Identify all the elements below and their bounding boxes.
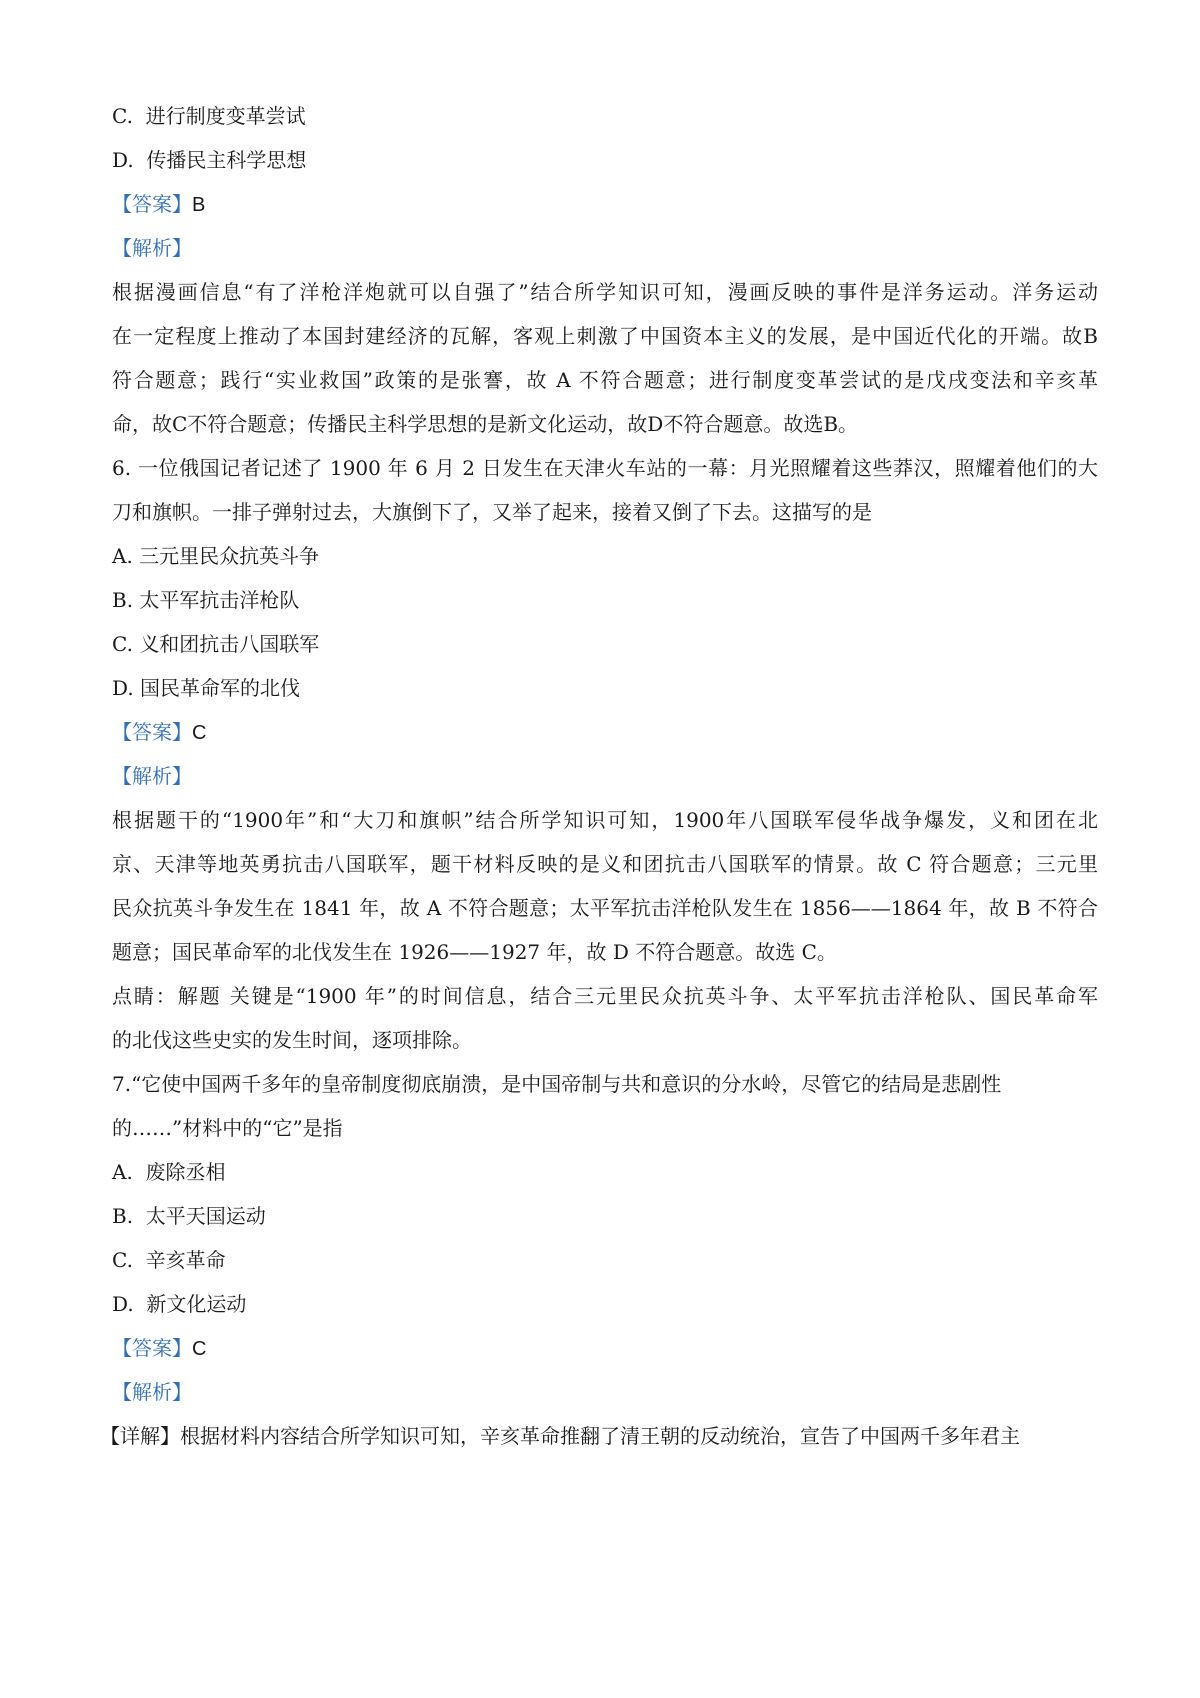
question-stem-q6: 刀和旗帜。一排子弹射过去，大旗倒下了，又举了起来，接着又倒了下去。这描写的是 (112, 500, 872, 524)
option-q5-c: C. 进行制度变革尝试 (112, 104, 306, 128)
option-q7-c: C. 辛亥革命 (112, 1248, 226, 1272)
analysis-line: 根据题干的“1900年”和“大刀和旗帜”结合所学知识可知，1900年八国联军侵华战争爆发，义和团在北 (112, 808, 1098, 832)
analysis-line: 在一定程度上推动了本国封建经济的瓦解，客观上刺激了中国资本主义的发展，是中国近代化的开端。故B (112, 324, 1098, 348)
analysis-line: 根据漫画信息“有了洋枪洋炮就可以自强了”结合所学知识可知，漫画反映的事件是洋务运动。洋务运动 (112, 280, 1098, 304)
option-q6-d: D. 国民革命军的北伐 (112, 676, 301, 700)
analysis-line: 符合题意；践行“实业救国”政策的是张謇，故 A 不符合题意；进行制度变革尝试的是戊戌变法和辛亥革 (112, 368, 1098, 392)
analysis-line: 题意；国民革命军的北伐发生在 1926——1927 年，故 D 不符合题意。故选 C。 (112, 940, 837, 964)
question-stem-q7: 的……”材料中的“它”是指 (112, 1116, 343, 1140)
tip-line: 的北伐这些史实的发生时间，逐项排除。 (112, 1028, 472, 1052)
question-stem-q6: 6. 一位俄国记者记述了 1900 年 6 月 2 日发生在天津火车站的一幕：月光照耀着这些莽汉，照耀着他们的大 (112, 456, 1098, 480)
option-q6-c: C. 义和团抗击八国联军 (112, 632, 320, 656)
detail-q7 (100, 1422, 1098, 1450)
option-q7-d: D. 新文化运动 (112, 1292, 247, 1316)
analysis-line: 命，故C不符合题意；传播民主科学思想的是新文化运动，故D不符合题意。故选B。 (112, 412, 859, 436)
answer-value: C (192, 1338, 207, 1360)
option-q6-b: B. 太平军抗击洋枪队 (112, 588, 300, 612)
answer-q5 (112, 190, 1098, 219)
answer-tag: 【答案】 (112, 1336, 192, 1360)
answer-value: B (192, 194, 206, 216)
answer-tag: 【答案】 (112, 192, 192, 216)
answer-tag: 【答案】 (112, 720, 192, 744)
analysis-line: 京、天津等地英勇抗击八国联军，题干材料反映的是义和团抗击八国联军的情景。故 C 符合题意；三元里 (112, 852, 1098, 876)
analysis-line: 民众抗英斗争发生在 1841 年，故 A 不符合题意；太平军抗击洋枪队发生在 1856——1864 年，故 B 不符合 (112, 896, 1098, 920)
analysis-tag-q5: 【解析】 (112, 236, 192, 260)
answer-value: C (192, 722, 207, 744)
analysis-tag-q7: 【解析】 (112, 1380, 192, 1404)
answer-q6 (112, 718, 1098, 747)
question-stem-q7: 7.“它使中国两千多年的皇帝制度彻底崩溃，是中国帝制与共和意识的分水岭，尽管它的结局是悲剧性 (112, 1072, 1002, 1096)
option-q7-b: B. 太平天国运动 (112, 1204, 266, 1228)
detail-tag: 【详解】 (100, 1424, 180, 1448)
tip-line: 点睛：解题 关键是“1900 年”的时间信息，结合三元里民众抗英斗争、太平军抗击洋枪队、国民革命军 (112, 984, 1098, 1008)
detail-line: 根据材料内容结合所学知识可知，辛亥革命推翻了清王朝的反动统治，宣告了中国两千多年君主 (180, 1424, 1020, 1448)
option-q7-a: A. 废除丞相 (112, 1160, 226, 1184)
option-q5-d: D. 传播民主科学思想 (112, 148, 307, 172)
analysis-tag-q6: 【解析】 (112, 764, 192, 788)
answer-q7 (112, 1334, 1098, 1363)
option-q6-a: A. 三元里民众抗英斗争 (112, 544, 320, 568)
